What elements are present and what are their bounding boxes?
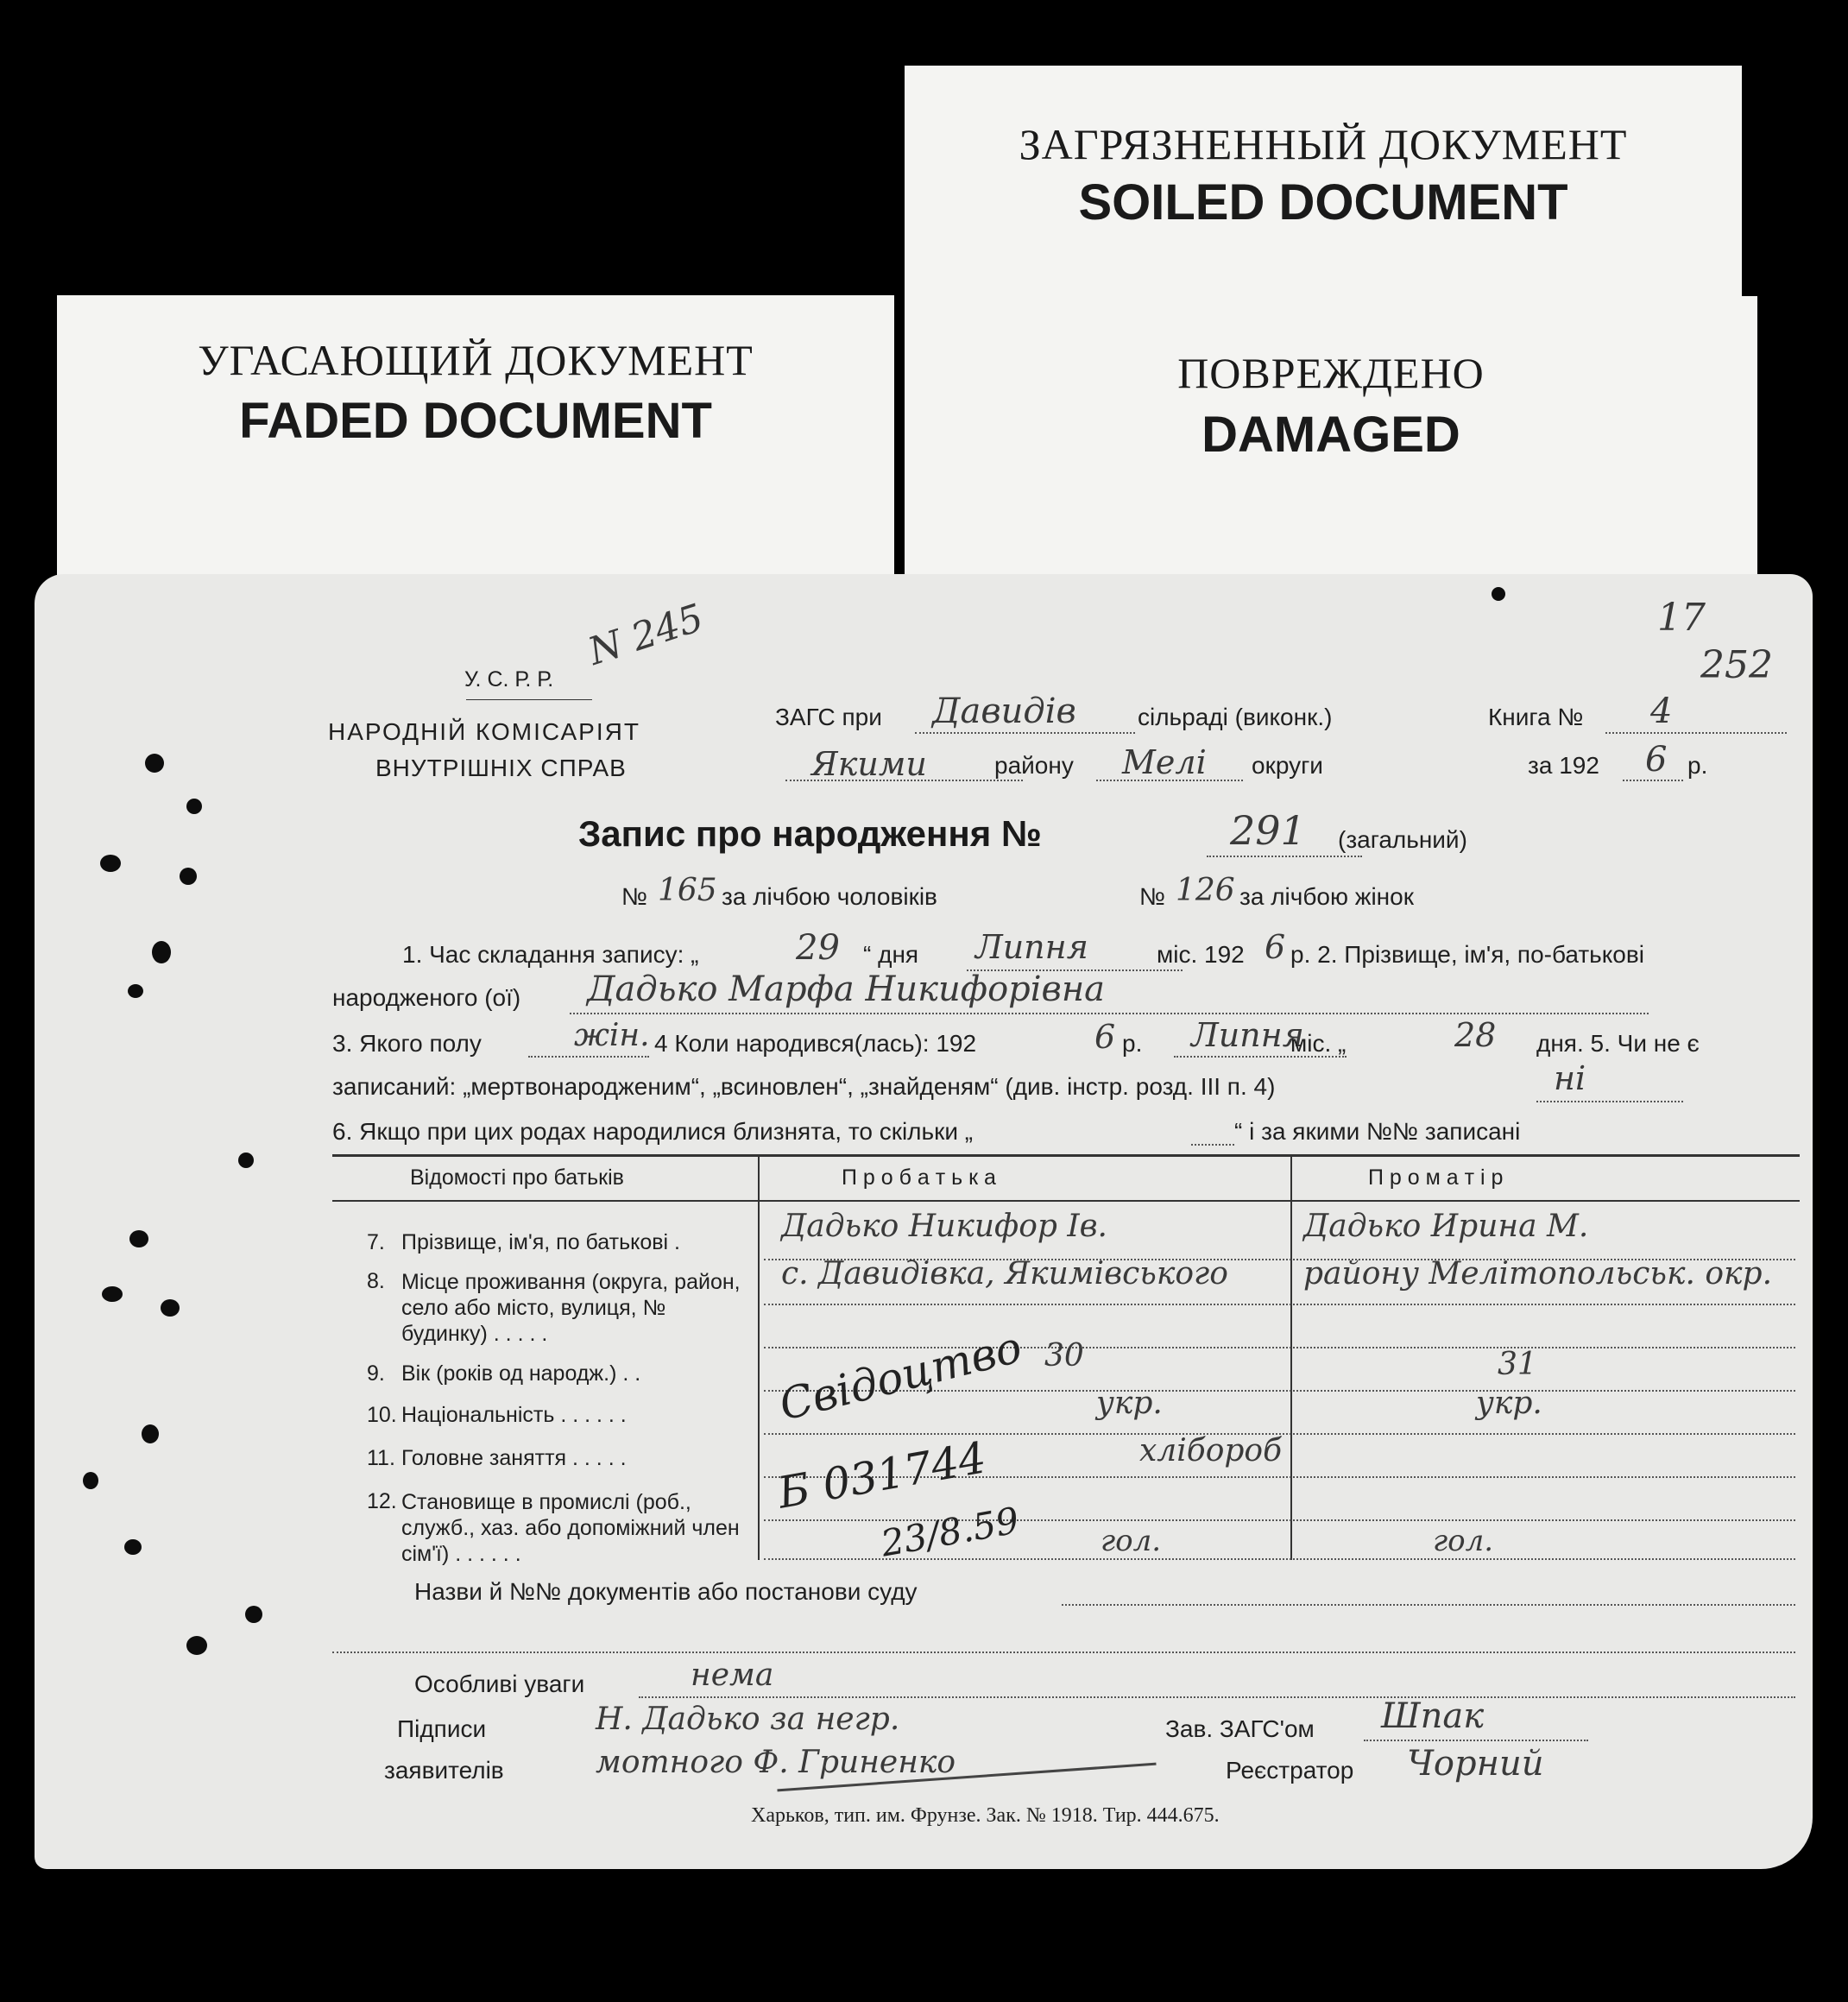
father-nationality: укр. [1096, 1386, 1163, 1421]
birth-month: Липня [1191, 1016, 1304, 1054]
special-notes-label: Особливі уваги [414, 1670, 585, 1697]
father-residence: с. Давидівка, Якимівського [781, 1256, 1228, 1292]
district-label: району [994, 752, 1074, 779]
divider [466, 699, 592, 700]
special-notes-value: нема [691, 1658, 774, 1693]
damaged-document-label [905, 296, 1757, 607]
item-3-label: 3. Якого полу [332, 1030, 482, 1057]
mother-name: Дадько Ирина М. [1303, 1209, 1589, 1244]
field-line [915, 732, 1135, 734]
faded-label-en: FADED DOCUMENT [239, 393, 712, 449]
zags-suffix: сільраді (виконк.) [1138, 704, 1333, 730]
republic-abbr: У. С. Р. Р. [464, 667, 554, 692]
punch-hole [161, 1299, 180, 1317]
field-line [639, 1696, 1795, 1698]
item-4-label: 4 Коли народився(лась): 192 [654, 1030, 977, 1057]
field-line [785, 780, 1023, 781]
page-number: 252 [1700, 643, 1773, 687]
mother-residence: району Мелітопольськ. окр. [1303, 1256, 1773, 1292]
field-line [528, 1056, 649, 1058]
men-count-label: за лічбою чоловіків [722, 883, 937, 910]
year-value: 6 [1645, 740, 1668, 780]
punch-hole [152, 941, 171, 963]
registrar-signature: Чорний [1407, 1744, 1544, 1784]
table-header-info: Відомості про батьків [410, 1165, 624, 1190]
item-5-label: дня. 5. Чи не є [1536, 1030, 1700, 1057]
mother-status: гол. [1433, 1524, 1494, 1558]
field-line [1096, 780, 1243, 781]
record-month: Липня [975, 928, 1088, 966]
birth-year: 6 [1094, 1018, 1116, 1056]
child-name-label: народженого (ої) [332, 984, 521, 1011]
child-full-name: Дадько Марфа Никифорівна [587, 969, 1106, 1009]
table-col-divider [1290, 1154, 1292, 1560]
men-count-prefix: № [621, 883, 648, 910]
faded-document-label [57, 295, 894, 606]
punch-hole [145, 754, 164, 773]
punch-hole [180, 868, 197, 885]
stillborn-question: записаний: „мертвонародженим“, „всиновлен“, „знайденям“ (див. інстр. розд. III п. 4) [332, 1073, 1276, 1100]
okrug-name: Мелі [1122, 743, 1207, 781]
table-header-rule [332, 1200, 1800, 1202]
table-row-label: Місце проживання (округа, район, село або місто, вулиця, № будинку) . . . . . [401, 1270, 741, 1346]
field-line [1207, 856, 1362, 857]
record-day: 29 [796, 928, 840, 968]
item-1-month-label: міс. 192 [1157, 941, 1245, 968]
applicant-signature-2: мотного Ф. Гриненко [596, 1745, 956, 1780]
zags-head-signature: Шпак [1381, 1696, 1485, 1736]
table-row-label: Прізвище, ім'я, по батькові . [401, 1230, 680, 1254]
soiled-label-ru: ЗАГРЯЗНЕННЫЙ ДОКУМЕНТ [1019, 120, 1628, 168]
applicants-label: заявителів [384, 1757, 504, 1784]
book-label: Книга № [1488, 704, 1584, 730]
men-count-value: 165 [658, 873, 717, 908]
damaged-label-ru: ПОВРЕЖДЕНО [1177, 349, 1485, 397]
field-line [1364, 1740, 1588, 1741]
father-occupation: хлібороб [1139, 1433, 1283, 1468]
punch-hole [83, 1472, 98, 1489]
year-label: за 192 [1528, 752, 1599, 779]
certificate-number: Б 031744 [773, 1432, 990, 1519]
field-line [332, 1651, 1795, 1653]
table-row-label: Головне заняття . . . . . [401, 1446, 627, 1470]
twins-question-end: “ і за якими №№ записані [1234, 1118, 1521, 1145]
title-suffix: (загальний) [1338, 826, 1467, 853]
field-line [570, 1013, 1649, 1014]
table-col-divider [758, 1154, 760, 1560]
punch-hole [128, 984, 143, 998]
item-2-label: р. 2. Прізвище, ім'я, по-батькові [1290, 941, 1644, 968]
zags-head-label: Зав. ЗАГС'ом [1165, 1715, 1315, 1742]
punch-hole [1492, 587, 1505, 601]
father-name: Дадько Никифор Ів. [781, 1209, 1107, 1244]
zags-prefix: ЗАГС при [775, 704, 882, 730]
stillborn-answer: ні [1554, 1059, 1586, 1097]
punch-hole [238, 1153, 254, 1168]
okrug-label: округи [1252, 752, 1323, 779]
field-line [1191, 1144, 1234, 1146]
record-number: 291 [1230, 807, 1306, 854]
table-row-num: 7. [367, 1230, 385, 1254]
registrar-label: Реєстратор [1226, 1757, 1354, 1784]
birth-record-form [35, 574, 1813, 1869]
punch-hole [142, 1424, 159, 1443]
punch-hole [186, 799, 202, 814]
twins-question: 6. Якщо при цих родах народилися близнята, то скільки „ [332, 1118, 974, 1145]
birth-month-suffix: міс. „ [1290, 1030, 1347, 1057]
table-row-label: Вік (років од народж.) . . [401, 1361, 641, 1386]
district-name: Якими [811, 745, 927, 783]
book-number: 4 [1650, 692, 1673, 731]
soiled-label-en: SOILED DOCUMENT [1078, 174, 1568, 231]
table-row-label: Національність . . . . . . [401, 1403, 627, 1427]
punch-hole [102, 1286, 123, 1302]
record-year: 6 [1265, 928, 1286, 966]
damaged-label-en: DAMAGED [1202, 407, 1460, 463]
faded-label-ru: УГАСАЮЩИЙ ДОКУМЕНТ [198, 336, 754, 384]
child-sex: жін. [574, 1018, 650, 1053]
commissariat-line-1: НАРОДНІЙ КОМІСАРІЯТ [328, 718, 640, 745]
table-row-num: 10. [367, 1403, 397, 1427]
field-line [1536, 1101, 1683, 1102]
certificate-date: 23/8.59 [877, 1499, 1023, 1565]
field-line [1062, 1604, 1795, 1606]
punch-hole [186, 1636, 207, 1655]
table-header-mother: П р о м а т і р [1368, 1165, 1504, 1190]
father-age: 30 [1044, 1338, 1084, 1374]
table-row-num: 9. [367, 1361, 385, 1386]
birth-day: 28 [1454, 1016, 1497, 1054]
table-row-num: 11. [367, 1446, 395, 1470]
mother-nationality: укр. [1476, 1386, 1542, 1421]
year-suffix: р. [1687, 752, 1708, 779]
punch-hole [245, 1606, 262, 1623]
punch-hole [124, 1539, 142, 1555]
applicant-signature-1: Н. Дадько за негр. [596, 1702, 900, 1737]
mother-age: 31 [1498, 1347, 1537, 1382]
item-1-label: 1. Час складання запису: „ [402, 941, 699, 968]
item-1-day-label: “ дня [863, 941, 919, 968]
table-row-label: Становище в промислі (роб., служб., хаз. або допоміжний член сім'ї) . . . . . . [401, 1490, 740, 1566]
father-status: гол. [1101, 1524, 1162, 1558]
table-row-num: 12. [367, 1489, 397, 1513]
documents-label: Назви й №№ документів або постанови суду [414, 1578, 918, 1605]
table-row-num: 8. [367, 1269, 385, 1293]
birth-year-suffix: р. [1122, 1030, 1143, 1057]
women-count-value: 126 [1176, 873, 1235, 908]
certificate-note: Свідоцтво [774, 1322, 1027, 1430]
zags-village: Давидів [932, 692, 1076, 731]
women-count-prefix: № [1139, 883, 1166, 910]
table-row-line [764, 1304, 1795, 1305]
field-line [1605, 732, 1787, 734]
field-line [1623, 780, 1683, 781]
signatures-label: Підписи [397, 1715, 487, 1742]
form-title: Запис про народження № [578, 813, 1042, 854]
table-top-rule [332, 1154, 1800, 1157]
archive-mark: 17 [1657, 596, 1706, 640]
stamp-note: N 245 [583, 596, 710, 674]
women-count-label: за лічбою жінок [1239, 883, 1414, 910]
punch-hole [100, 855, 121, 872]
punch-hole [129, 1230, 148, 1247]
commissariat-line-2: ВНУТРІШНІХ СПРАВ [375, 755, 627, 781]
printer-imprint: Харьков, тип. им. Фрунзе. Зак. № 1918. Тир. 444.675. [751, 1804, 1220, 1827]
table-header-father: П р о б а т ь к а [842, 1165, 996, 1190]
